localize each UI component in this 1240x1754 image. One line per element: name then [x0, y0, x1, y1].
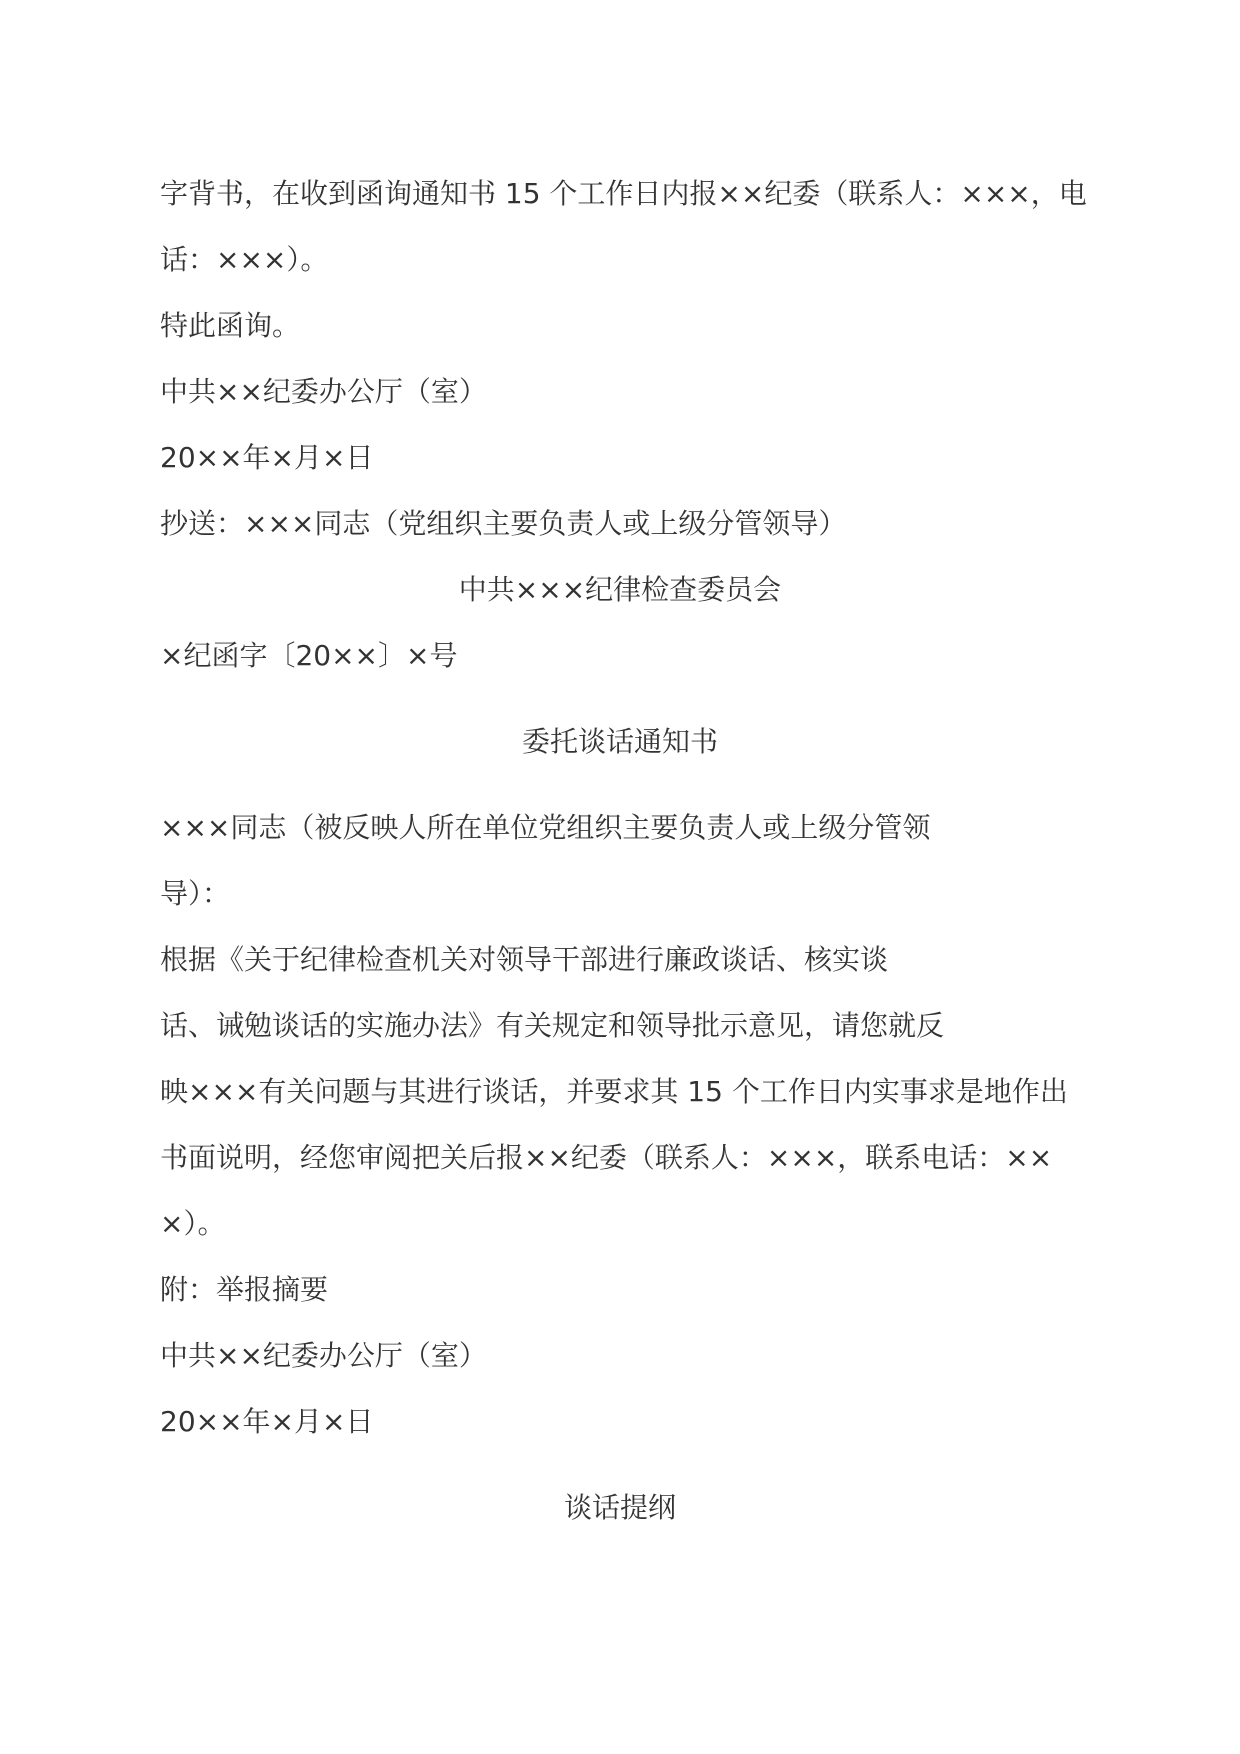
notice-body-line: 话、诫勉谈话的实施办法》有关规定和领导批示意见，请您就反 — [160, 1009, 945, 1042]
letter-date: 20××年×月×日 — [160, 441, 374, 474]
letter-sender: 中共××纪委办公厅（室） — [160, 375, 487, 408]
addressee-line: ×××同志（被反映人所在单位党组织主要负责人或上级分管领 — [160, 811, 931, 844]
notice-body-line: 映×××有关问题与其进行谈话，并要求其 15 个工作日内实事求是地作出 — [160, 1075, 1068, 1108]
addressee-line: 导）： — [160, 877, 231, 910]
letter-body-line: 话：×××）。 — [160, 243, 329, 276]
notice-title: 委托谈话通知书 — [521, 725, 718, 758]
letter-cc: 抄送：×××同志（党组织主要负责人或上级分管领导） — [160, 507, 847, 540]
talk-outline-title: 谈话提纲 — [563, 1491, 676, 1524]
document-number: ×纪函字〔20××〕×号 — [160, 639, 458, 672]
org-header: 中共×××纪律检查委员会 — [458, 573, 782, 606]
letter-closing: 特此函询。 — [160, 309, 301, 342]
notice-body-line: 书面说明，经您审阅把关后报××纪委（联系人：×××，联系电话：×× — [160, 1141, 1053, 1174]
notice-date: 20××年×月×日 — [160, 1405, 374, 1438]
notice-sender: 中共××纪委办公厅（室） — [160, 1339, 487, 1372]
attachment-note: 附：举报摘要 — [160, 1273, 329, 1306]
letter-body-line: 字背书，在收到函询通知书 15 个工作日内报××纪委（联系人：×××，电 — [160, 177, 1087, 210]
notice-body-line: ×）。 — [160, 1207, 226, 1240]
notice-body-line: 根据《关于纪律检查机关对领导干部进行廉政谈话、核实谈 — [160, 943, 889, 976]
